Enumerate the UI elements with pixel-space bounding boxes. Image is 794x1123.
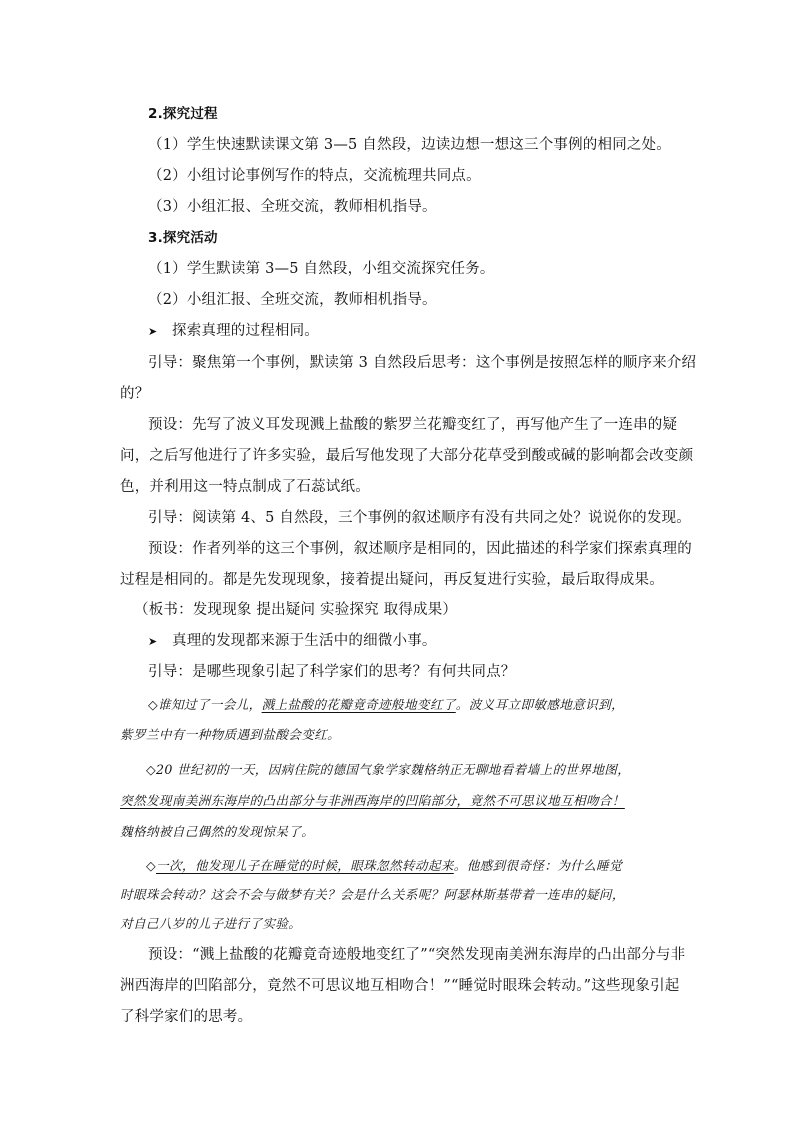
preset-1-line-3: 色，并利用这一特点制成了石蕊试纸。 <box>120 479 370 495</box>
board-note: （板书：发现现象 提出疑问 实验探究 取得成果） <box>134 602 458 618</box>
point-1-text: 探索真理的过程相同。 <box>172 323 319 339</box>
quote-1-text: 。波义耳立即敏感地意识到， <box>455 697 625 712</box>
quote-3-text: 。他感到很奇怪：为什么睡觉 <box>453 858 623 873</box>
quote-2-line-3: 魏格纳被自己偶然的发现惊呆了。 <box>120 824 315 839</box>
quote-1-line-2: 紫罗兰中有一种物质遇到盐酸会变红。 <box>120 727 341 742</box>
guide-3: 引导：是哪些现象引起了科学家们的思考？有何共同点？ <box>148 664 516 680</box>
quote-3-text: ◇ <box>146 858 157 873</box>
preset-1-line-2: 问，之后写他进行了许多实验，最后写他发现了大部分花草受到酸或碱的影响都会改变颜 <box>120 448 694 464</box>
point-2 <box>148 631 437 652</box>
quote-2-line-2 <box>120 791 625 811</box>
section-2-item-3: （3）小组汇报、全班交流，教师相机指导。 <box>148 199 437 215</box>
point-2-text: 真理的发现都来源于生活中的细微小事。 <box>172 633 437 649</box>
arrow-bullet-icon: ➤ <box>148 635 158 648</box>
quote-3-underlined: 一次，他发现儿子在睡觉的时候，眼珠忽然转动起来 <box>156 858 454 873</box>
quote-2-underlined: 突然发现南美洲东海岸的凸出部分与非洲西海岸的凹陷部分，竟然不可思议地互相吻合！ <box>120 793 625 808</box>
guide-1-line-1: 引导：聚焦第一个事例，默读第 3 自然段后思考：这个事例是按照怎样的顺序来介绍 <box>148 355 697 371</box>
guide-2: 引导：阅读第 4、5 自然段，三个事例的叙述顺序有没有共同之处？说说你的发现。 <box>148 510 691 526</box>
preset-3-line-3: 了科学家们的思考。 <box>120 1009 253 1025</box>
section-2-item-1: （1）学生快速默读课文第 3—5 自然段，边读边想一想这三个事例的相同之处。 <box>148 137 671 153</box>
quote-1-underlined: 溅上盐酸的花瓣竟奇迹般地变红了 <box>261 697 456 712</box>
preset-3-line-1: 预设：“溅上盐酸的花瓣竟奇迹般地变红了”“突然发现南美洲东海岸的凸出部分与非 <box>148 947 686 963</box>
quote-3-line-3: 对自己八岁的儿子进行了实验。 <box>120 916 302 931</box>
quote-1-line-1 <box>148 695 624 715</box>
quote-2-line-1: ◇20 世纪初的一天，因病住院的德国气象学家魏格纳正无聊地看着墙上的世界地图， <box>146 762 631 777</box>
quote-1-text: ◇谁知过了一会儿， <box>148 697 262 712</box>
quote-3-line-1 <box>146 856 622 876</box>
section-3-item-1: （1）学生默读第 3—5 自然段，小组交流探究任务。 <box>148 261 495 277</box>
quote-3-line-2: 时眼珠会转动？这会不会与做梦有关？会是什么关系呢？阿瑟林斯基带着一连串的疑问， <box>120 887 625 902</box>
preset-1-line-1: 预设：先写了波义耳发现溅上盐酸的紫罗兰花瓣变红了，再写他产生了一连串的疑 <box>148 417 678 433</box>
arrow-bullet-icon: ➤ <box>148 325 158 338</box>
section-2-item-2: （2）小组讨论事例写作的特点，交流梳理共同点。 <box>148 168 481 184</box>
preset-3-line-2: 洲西海岸的凹陷部分，竟然不可思议地互相吻合！”“睡觉时眼珠会转动。”这些现象引起 <box>120 978 680 994</box>
preset-2-line-1: 预设：作者列举的这三个事例，叙述顺序是相同的，因此描述的科学家们探索真理的 <box>148 541 692 557</box>
section-2-title: 2.探究过程 <box>148 106 218 122</box>
preset-2-line-2: 过程是相同的。都是先发现现象，接着提出疑问，再反复进行实验，最后取得成果。 <box>120 572 664 588</box>
guide-1-line-2: 的？ <box>120 386 150 402</box>
section-3-item-2: （2）小组汇报、全班交流，教师相机指导。 <box>148 292 437 308</box>
section-3-title: 3.探究活动 <box>148 230 218 246</box>
point-1 <box>148 321 319 342</box>
